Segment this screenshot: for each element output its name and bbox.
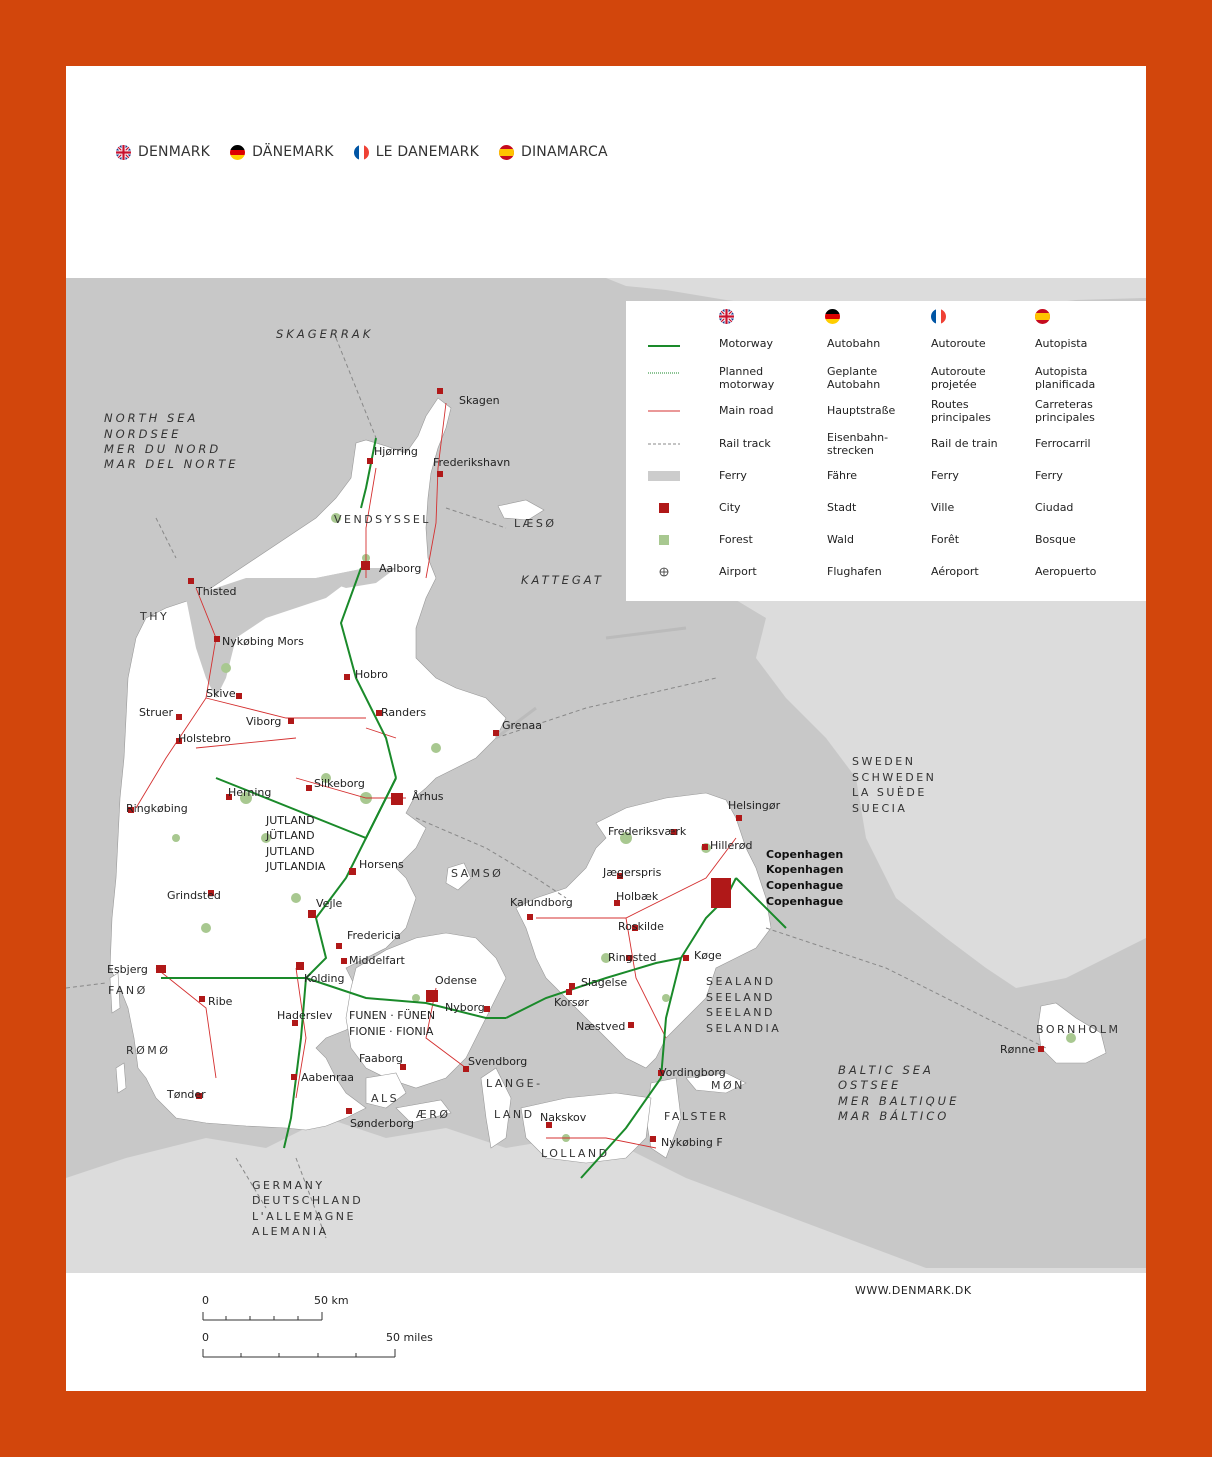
region-label-sealand-1: SEALAND (706, 975, 776, 988)
region-label-romo: RØMØ (126, 1044, 171, 1057)
map-sheet (66, 66, 1146, 1391)
region-label-funen-1: FUNEN · FÜNEN (349, 1009, 436, 1022)
city-label-ringkobing: Ringkøbing (126, 802, 188, 815)
region-label-mon: MØN (711, 1079, 745, 1092)
title-english-text: DENMARK (138, 144, 211, 160)
legend-text-de: Geplante Autobahn (827, 365, 881, 391)
city-label-faaborg: Faaborg (359, 1052, 403, 1065)
region-label-langeland-1: LANGE- (486, 1077, 543, 1090)
legend-text-de: Flughafen (827, 565, 882, 578)
legend-text-en: Forest (719, 533, 753, 546)
legend-text-de: Wald (827, 533, 854, 546)
legend-text-es: Ferry (1035, 469, 1063, 482)
uk-flag-icon (719, 309, 734, 324)
region-label-vendsyssel: VENDSYSSEL (334, 513, 431, 526)
legend-text-en: Airport (719, 565, 757, 578)
region-label-lolland: LOLLAND (541, 1147, 610, 1160)
title-french-text: LE DANEMARK (375, 144, 479, 160)
legend-text-fr: Ferry (931, 469, 959, 482)
legend-text-fr: Aéroport (931, 565, 979, 578)
city-label-aalborg: Aalborg (379, 562, 422, 575)
legend-text-es: Ciudad (1035, 501, 1074, 514)
city-label-odense: Odense (435, 974, 477, 987)
main-road-symbol-icon (646, 407, 682, 415)
region-label-bornholm: BORNHOLM (1036, 1023, 1121, 1036)
city-label-grindsted: Grindsted (167, 889, 221, 902)
legend-text-de: Eisenbahn-strecken (827, 431, 889, 457)
region-label-sealand-2: SEELAND (706, 991, 775, 1004)
legend-text-de: Autobahn (827, 337, 881, 350)
title-spanish (499, 144, 608, 160)
france-flag-icon (354, 145, 369, 160)
city-label-randers: Randers (381, 706, 427, 719)
country-label-sweden-3: LA SUÈDE (852, 786, 927, 799)
city-label-nykobing-mors: Nykøbing Mors (222, 635, 304, 648)
city-label-copenhagen-1: Copenhagen (766, 848, 844, 861)
motorway-symbol-icon (646, 342, 682, 350)
city-label-vordingborg: Vordingborg (659, 1066, 726, 1079)
legend-text-en: Planned motorway (719, 365, 775, 391)
city-label-vejle: Vejle (316, 897, 343, 910)
region-label-aero: ÆRØ (416, 1108, 451, 1121)
legend-text-es: Ferrocarril (1035, 437, 1091, 450)
city-label-jaegerspris: Jægerspris (603, 866, 662, 879)
legend-row-city (626, 501, 1146, 531)
sea-label-baltic-1: BALTIC SEA (838, 1063, 934, 1077)
title-bar (116, 144, 608, 160)
scale-mi-label: 50 miles (386, 1331, 433, 1344)
sea-label-north-sea-3: MER DU NORD (104, 442, 222, 456)
region-label-sealand-4: SELANDIA (706, 1022, 782, 1035)
country-label-sweden-4: SUECIA (852, 802, 908, 815)
legend-text-es: Autopista planificada (1035, 365, 1096, 391)
scale-bar-miles (202, 1347, 398, 1359)
city-label-ronne: Rønne (1000, 1043, 1036, 1056)
city-label-copenhagen-2: Kopenhagen (766, 863, 844, 876)
region-label-funen-2: FIONIE · FIONIA (349, 1025, 434, 1038)
region-label-jutland-4: JUTLANDIA (266, 860, 326, 873)
city-label-silkeborg: Silkeborg (314, 777, 365, 790)
city-label-hjorring: Hjørring (374, 445, 418, 458)
city-label-ringsted: Ringsted (608, 951, 657, 964)
title-german (230, 144, 334, 160)
legend-text-es: Autopista (1035, 337, 1088, 350)
sea-label-north-sea-1: NORTH SEA (104, 411, 199, 425)
legend-row-forest (626, 533, 1146, 563)
region-label-langeland-2: LAND (494, 1108, 535, 1121)
city-label-struer: Struer (139, 706, 174, 719)
country-label-sweden-2: SCHWEDEN (852, 771, 937, 784)
website-label[interactable]: WWW.DENMARK.DK (855, 1284, 972, 1297)
region-label-fano: FANØ (108, 984, 148, 997)
city-label-sonderborg: Sønderborg (350, 1117, 414, 1130)
city-label-fredericia: Fredericia (347, 929, 401, 942)
sea-label-north-sea-4: MAR DEL NORTE (104, 457, 239, 471)
legend-text-es: Carreteras principales (1035, 398, 1095, 424)
title-french (354, 144, 479, 160)
city-label-korsor: Korsør (554, 996, 589, 1009)
legend-row-planned-motorway (626, 365, 1146, 395)
legend-text-fr: Routes principales (931, 398, 991, 424)
legend-text-fr: Rail de train (931, 437, 998, 450)
legend-text-fr: Autoroute (931, 337, 986, 350)
legend-text-en: Main road (719, 404, 774, 417)
city-label-horsens: Horsens (359, 858, 404, 871)
legend-row-rail-track (626, 431, 1146, 467)
legend-text-es: Bosque (1035, 533, 1076, 546)
legend-text-de: Fähre (827, 469, 858, 482)
city-label-nakskov: Nakskov (540, 1111, 587, 1124)
country-label-germany-3: L'ALLEMAGNE (252, 1210, 356, 1223)
city-label-esbjerg: Esbjerg (107, 963, 148, 976)
sea-label-skagerrak: SKAGERRAK (276, 327, 374, 341)
region-label-falster: FALSTER (664, 1110, 729, 1123)
city-label-frederiksvaerk: Frederiksværk (608, 825, 687, 838)
country-label-germany-1: GERMANY (252, 1179, 325, 1192)
legend-text-en: Motorway (719, 337, 774, 350)
city-label-frederikshavn: Frederikshavn (433, 456, 511, 469)
germany-flag-icon (230, 145, 245, 160)
sea-label-baltic-2: OSTSEE (838, 1078, 902, 1092)
legend-text-en: Ferry (719, 469, 747, 482)
sea-label-kattegat: KATTEGAT (521, 573, 604, 587)
legend-row-ferry (626, 469, 1146, 499)
region-label-thy: THY (140, 610, 170, 623)
legend-text-fr: Autoroute projetée (931, 365, 986, 391)
city-label-grenaa: Grenaa (502, 719, 543, 732)
city-label-herning: Herning (228, 786, 272, 799)
city-label-kolding: Kolding (304, 972, 345, 985)
sea-label-north-sea-2: NORDSEE (104, 427, 182, 441)
legend-text-en: City (719, 501, 741, 514)
romo-island[interactable] (116, 1063, 126, 1093)
city-label-viborg: Viborg (246, 715, 282, 728)
germany-flag-icon (825, 309, 840, 324)
country-label-sweden-1: SWEDEN (852, 755, 916, 768)
map-legend (626, 301, 1146, 601)
spain-flag-icon (1035, 309, 1050, 324)
city-label-slagelse: Slagelse (581, 976, 628, 989)
scale-km-label: 50 km (314, 1294, 349, 1307)
city-symbol-icon (646, 501, 682, 515)
city-label-copenhagen-4: Copenhague (766, 895, 844, 908)
legend-text-fr: Ville (931, 501, 955, 514)
legend-text-en: Rail track (719, 437, 771, 450)
city-label-nykobing-f: Nykøbing F (661, 1136, 723, 1149)
france-flag-icon (931, 309, 946, 324)
legend-text-fr: Forêt (931, 533, 960, 546)
region-label-sealand-3: SEELAND (706, 1006, 775, 1019)
legend-text-es: Aeropuerto (1035, 565, 1097, 578)
ferry-symbol-icon (646, 469, 682, 483)
city-label-tonder: Tønder (167, 1088, 206, 1101)
spain-flag-icon (499, 145, 514, 160)
scale-bar-km (202, 1310, 326, 1322)
city-label-haderslev: Haderslev (277, 1009, 333, 1022)
title-english (116, 144, 210, 160)
sea-label-baltic-4: MAR BÁLTICO (838, 1109, 950, 1123)
city-label-hillerod: Hillerød (710, 839, 753, 852)
city-label-middelfart: Middelfart (349, 954, 405, 967)
city-label-nyborg: Nyborg (445, 1001, 485, 1014)
region-label-jutland-3: JUTLAND (266, 845, 315, 858)
city-label-hobro: Hobro (355, 668, 388, 681)
city-label-kalundborg: Kalundborg (510, 896, 573, 909)
city-label-helsingor: Helsingør (728, 799, 781, 812)
city-label-skagen: Skagen (459, 394, 500, 407)
city-label-arhus: Århus (412, 790, 444, 803)
city-label-copenhagen-3: Copenhague (766, 879, 844, 892)
region-label-als: ALS (371, 1092, 400, 1105)
uk-flag-icon (116, 145, 131, 160)
region-label-jutland-2: JÜTLAND (266, 829, 315, 842)
forest-symbol-icon (646, 533, 682, 547)
title-spanish-text: DINAMARCA (520, 144, 608, 160)
city-label-skive: Skive (206, 687, 236, 700)
country-label-germany-4: ALEMANIA (252, 1225, 329, 1238)
sea-label-baltic-3: MER BALTIQUE (838, 1094, 960, 1108)
legend-row-airport (626, 565, 1146, 595)
legend-row-motorway (626, 337, 1146, 367)
city-label-svendborg: Svendborg (468, 1055, 528, 1068)
legend-row-main-road (626, 398, 1146, 434)
region-label-samso: SAMSØ (451, 867, 504, 880)
region-label-jutland-1: JUTLAND (266, 814, 315, 827)
title-german-text: DÄNEMARK (252, 144, 334, 160)
city-label-aabenraa: Aabenraa (301, 1071, 354, 1084)
legend-text-de: Hauptstraße (827, 404, 896, 417)
country-label-germany-2: DEUTSCHLAND (252, 1194, 364, 1207)
city-label-naestved: Næstved (576, 1020, 626, 1033)
city-label-holbaek: Holbæk (616, 890, 659, 903)
planned-motorway-symbol-icon (646, 369, 682, 377)
city-label-thisted: Thisted (196, 585, 237, 598)
city-label-holstebro: Holstebro (178, 732, 231, 745)
region-label-laeso: LÆSØ (514, 517, 557, 530)
legend-text-de: Stadt (827, 501, 857, 514)
scale-mi-zero: 0 (202, 1331, 209, 1344)
city-label-roskilde: Roskilde (618, 920, 664, 933)
city-label-ribe: Ribe (208, 995, 233, 1008)
airport-symbol-icon (646, 565, 682, 579)
rail-track-symbol-icon (646, 440, 682, 448)
scale-km-zero: 0 (202, 1294, 209, 1307)
city-label-koge: Køge (694, 949, 722, 962)
